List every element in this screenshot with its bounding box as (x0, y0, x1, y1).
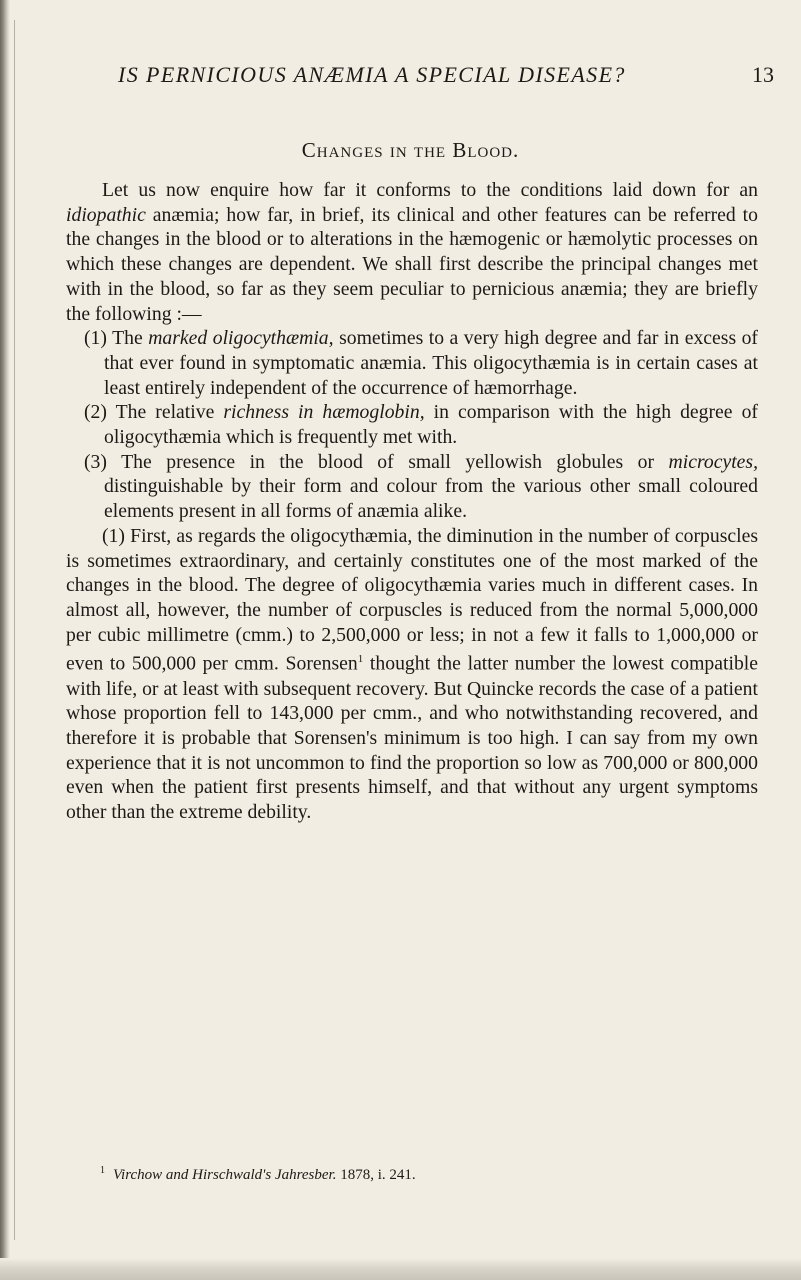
intro-text-b: anæmia; how far, in brief, its clinical and other features can be referred to the changes in the blood or to alterations in the hæmogenic or hæmolytic processes on which these changes are dependent. We shall first describe the principal changes met with in the blood, so far as they seem peculiar to pernicious anæmia; they are briefly the following :— (66, 203, 758, 325)
list-item-1 (66, 326, 758, 400)
list-item-2-text-b: in comparison with the high degree of oligocythæmia which is frequently met with. (104, 401, 758, 449)
list-item-2-emphasis: richness in hæmoglobin, (223, 401, 425, 424)
list-item-3-text-a: The presence in the blood of small yellowish globules or (106, 450, 669, 473)
list-item-1-emphasis: marked oligocythæmia, (148, 327, 334, 350)
page-number: 13 (752, 62, 774, 87)
running-title: IS PERNICIOUS ANÆMIA A SPECIAL DISEASE? (118, 62, 626, 87)
list-item-1-number: (1) (84, 327, 107, 350)
body-text (66, 178, 758, 825)
list-item-1-text-a: The (106, 327, 149, 350)
list-item-1-text-b: sometimes to a very high degree and far in excess of that ever found in symptomatic anæmia. This oligocythæmia is in certain cases at least entirely independent of the occurrence of hæmorrhage. (104, 327, 758, 399)
main-paragraph (66, 524, 758, 825)
intro-paragraph (66, 178, 758, 326)
list-item-3-number: (3) (84, 450, 107, 473)
footnote-mark: 1 (100, 1165, 105, 1176)
footnote (88, 1161, 758, 1185)
footnote-source: Virchow and Hirschwald's Jahresber. (113, 1167, 337, 1183)
intro-text-a: Let us now enquire how far it conforms to the conditions laid down for an (102, 179, 758, 201)
main-text-a: (1) First, as regards the oligocythæmia, the diminution in the number of corpuscles is sometimes extraordinary, and certainly constitutes one of the most marked of the changes in the blood. The degree of oligocythæmia varies much in different cases. In almost all, however, the number of corpuscles is reduced from the normal 5,000,000 per cubic millimetre (cmm.) to 2,500,000 or less; in not a few it falls to 1,000,000 or even to 500,000 per cmm. Sorensen (66, 524, 758, 675)
list-item-2-text-a: The relative (106, 401, 224, 424)
footnote-reference: 1 (357, 653, 364, 666)
section-heading: Changes in the Blood. (301, 138, 520, 162)
page-header (0, 62, 801, 92)
list-item-3-emphasis: microcytes, (668, 450, 758, 473)
page-margin-rule (14, 20, 15, 1240)
main-text-b: thought the latter number the lowest compatible with life, or at least with subsequent recovery. But Quincke records the case of a patient whose proportion fell to 143,000 per cmm., and who notwithstanding recovered, and therefore it is probable that Sorensen's minimum is too high. I can say from my own experience that it is not uncommon to find the proportion so low as 700,000 or 800,000 even when the patient first presents himself, and that without any urgent symptoms other than the extreme debility. (66, 652, 759, 824)
list-item-2-number: (2) (84, 401, 107, 424)
list-item-3-text-b: distinguishable by their form and colour from the various other small coloured elements present in all forms of anæmia alike. (104, 475, 758, 523)
intro-emphasis: idiopathic (66, 203, 146, 226)
footnote-citation: 1878, i. 241. (336, 1167, 416, 1183)
page-bottom-edge (0, 1258, 801, 1280)
list-item-3 (66, 450, 758, 524)
list-item-2 (66, 400, 758, 449)
binding-edge (0, 0, 10, 1280)
